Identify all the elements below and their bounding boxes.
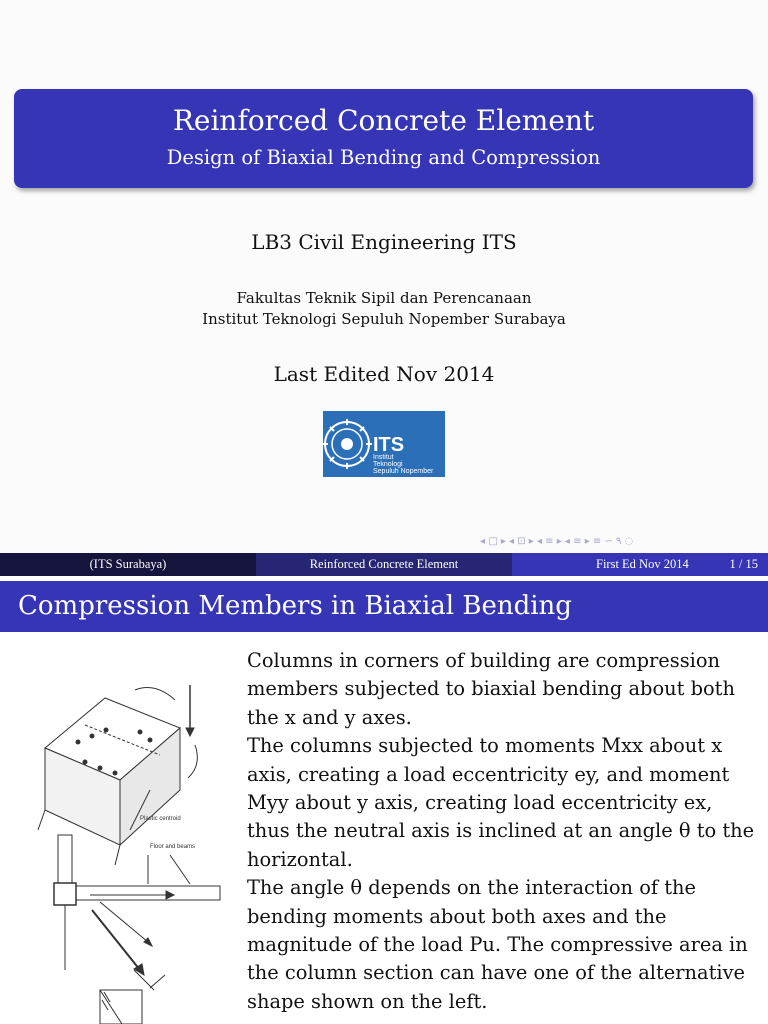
logo-line1: Institut (373, 454, 394, 461)
paragraph-1: Columns in corners of building are compression members subjected to biaxial bending about both the x and y axes. (247, 649, 735, 729)
institute-line2: Institut Teknologi Sepuluh Nopember Surabaya (202, 310, 566, 328)
beamer-navigation-icons[interactable]: ◂ □ ▸ ◂ ⊡ ▸ ◂ ≡ ▸ ◂ ≡ ▸ ≡ ∽ ۹ ◌ (480, 536, 634, 547)
title-block (14, 89, 753, 188)
page-number: 1 / 15 (729, 557, 758, 571)
presentation-subtitle: Design of Biaxial Bending and Compression (166, 146, 601, 169)
author: LB3 Civil Engineering ITS (251, 230, 517, 254)
its-logo (323, 411, 445, 477)
logo-line3: Sepuluh Nopember (373, 468, 434, 475)
frame-title: Compression Members in Biaxial Bending (0, 581, 768, 632)
presentation-title: Reinforced Concrete Element (172, 104, 595, 137)
footer-right (512, 553, 768, 576)
floor-beams-label: Floor and beams (150, 844, 196, 850)
paragraph-3: The angle θ depends on the interaction of the bending moments about both axes and the magnitude of the load Pu. The compressive area in the column section can have one of the alternative shape shown on the left. (247, 876, 748, 1013)
institute (0, 288, 768, 330)
footer-title: Reinforced Concrete Element (256, 553, 512, 576)
footer-institution: (ITS Surabaya) (0, 553, 256, 576)
slide-body-text (247, 647, 757, 1016)
logo-name: ITS (373, 434, 405, 456)
edit-date: Last Edited Nov 2014 (273, 362, 495, 386)
institute-line1: Fakultas Teknik Sipil dan Perencanaan (236, 289, 532, 307)
logo-line2: Teknologi (373, 461, 403, 468)
paragraph-2: The columns subjected to moments Mxx about x axis, creating a load eccentricity ey, and moment Myy about y axis, creating load eccentricity ex, thus the neutral axis is inclined at an angle θ to the horizontal. (247, 734, 755, 871)
biaxial-column-figures (30, 670, 230, 1024)
slide-footer (0, 553, 768, 576)
footer-date: First Ed Nov 2014 (596, 557, 689, 571)
plastic-centroid-label: Plastic centroid (140, 816, 181, 822)
